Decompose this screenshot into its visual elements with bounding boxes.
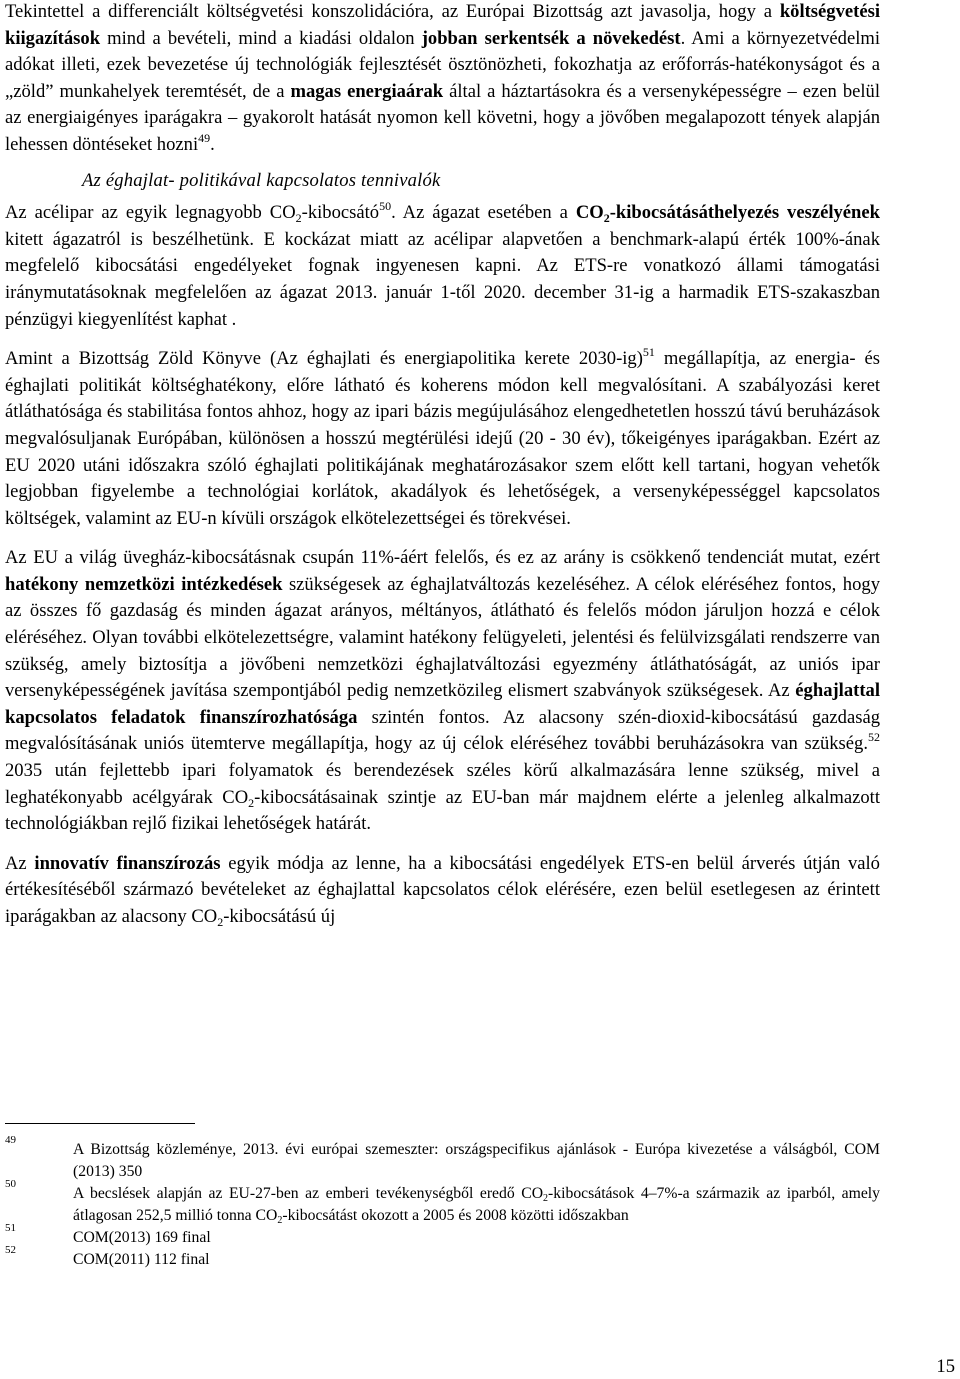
subscript: 2 (543, 1193, 549, 1204)
text-run: mind a bevételi, mind a kiadási oldalon (100, 27, 422, 49)
text-run: által a háztartásokra és a versenyképességre – ezen belül az energiaigényes iparágakra – gyakorolt hatását nyomon kell követni, hogy a jövőben megalapozott tények alapján lehessen döntéseket hozni (5, 80, 881, 155)
paragraph-green-paper (5, 346, 880, 532)
subscript: 2 (277, 1215, 283, 1226)
text-run: Az (5, 852, 35, 874)
footnotes (5, 1134, 880, 1271)
footnote-52 (5, 1244, 880, 1271)
subscript: 2 (603, 211, 610, 226)
footnote-number: 50 (5, 1178, 16, 1190)
text-run: -kibocsátású új (223, 906, 336, 927)
footnote-49 (5, 1134, 880, 1183)
paragraph-innovative-financing (5, 851, 880, 931)
footnote-text: COM(2013) 169 final (73, 1229, 211, 1246)
text-run: szükségesek az éghajlatváltozás kezeléséhez. A célok eléréséhez fontos, hogy az összes fő gazdaság és minden ágazat arányos, méltányos, átlátható és felelős módon járuljon hozzá e célok eléréséhez. Olyan további elkötelezettségre, valamint hatékony felügyeleti, jelentési és felülvizsgálati rendszerre van szükség, amely biztosítja a jövőbeni nemzetközi éghajlatváltozási egyezmény átláthatóságát, az uniós ipar versenyképességének javítása szempontjából pedig nemzetközileg elismert szabványok szükségesek. Az (5, 573, 880, 702)
footnote-text: -kibocsátást okozott a 2005 és 2008 közötti időszakban (282, 1207, 629, 1224)
text-run: -kibocsátó (301, 202, 380, 224)
bold-text-fiscal-adjustments: költségvetési kiigazítások (5, 1, 880, 49)
footnote-50 (5, 1178, 880, 1227)
footnote-ref-49[interactable]: 49 (198, 130, 211, 145)
text-run: -kibocsátásainak szintje az EU-ban már majdnem elérte a jelenleg alkalmazott technológiákban rejlő fizikai lehetőségek határát. (5, 786, 881, 835)
text-run: egyik módja az lenne, ha a kibocsátási engedélyek ETS-en belül árverés útján való értékesítéséből származó bevételeket az éghajlattal kapcsolatos célok elérésére, ezen belül esetlegesen az érintett iparágakban az alacsony CO (5, 852, 880, 927)
text-run: . Ami a környezetvédelmi adókat illeti, ezek bevezetése új technológiák fejlesztését ösztönözheti, fokozhatja az erőforrás-hatékonyságot és a „zöld” munkahelyek teremtését, de a (5, 27, 881, 102)
bold-text-stimulate-growth: jobban serkentsék a növekedést (421, 27, 681, 49)
paragraph-steel-industry (5, 200, 880, 333)
text-run: megállapítja, az energia- és éghajlati politikát költséghatékony, előre látható és koherens módon kell megvalósítani. A szabályozási keret átláthatósága és stabilitása fontos ahhoz, hogy az ipari bázis megújulásához elengedhetetlen hosszú távú beruházások megvalósuljanak Európában, különösen a hosszú megtérülési idejű (20 - 30 év), tőkeigényes iparágakban. Ezért az EU 2020 utáni időszakra szóló éghajlati politikájának meghatározásakor szem előtt kell tartani, hogyan vehetők legjobban figyelembe a technológiai korlátok, akadályok és lehetőségek, a versenyképességgel kapcsolatos költségek, valamint az EU-n kívüli országok elkötelezettségei és törekvései. (5, 348, 880, 529)
footnote-text: A becslések alapján az EU-27-ben az emberi tevékenységből eredő CO (73, 1185, 544, 1202)
text-run: Amint a Bizottság Zöld Könyve (Az éghajlati és energiapolitika kerete 2030-ig) (5, 348, 643, 370)
page-number: 15 (936, 1356, 955, 1377)
text-run: kitett ágazatról is beszélhetünk. E kockázat miatt az acélipar alapvetően a benchmark-alapú érték 100%-ának megfelelő kibocsátási engedélyeket fognak ingyenesen kapni. Az ETS-re vonatkozó állami támogatási iránymutatásoknak megfelelően az ágazat 2013. január 1-től 2020. december 31-ig a harmadik ETS-szakaszban pénzügyi kiegyenlítést kaphat . (5, 228, 880, 330)
bold-text-international-measures: hatékony nemzetközi intézkedések (5, 573, 283, 595)
footnote-number: 49 (5, 1134, 16, 1146)
footnote-ref-51[interactable]: 51 (642, 345, 655, 360)
text-run: CO (575, 202, 604, 224)
paragraph-international-measures (5, 545, 880, 838)
text-run: Tekintettel a differenciált költségvetési konszolidációra, az Európai Bizottság azt javasolja, hogy a (5, 1, 780, 22)
subscript: 2 (217, 915, 224, 929)
bold-text-high-energy-prices: magas energiaárak (290, 80, 444, 102)
text-run: . (210, 133, 215, 155)
footnote-number: 52 (5, 1244, 16, 1256)
text-run: szintén fontos. Az alacsony szén-dioxid-kibocsátású gazdaság megvalósításának uniós ütemterve megállapítja, hogy az új célok eléréséhez további beruházásokra van szükség. (5, 706, 880, 755)
footnote-ref-50[interactable]: 50 (379, 199, 392, 214)
section-heading-climate-policy: Az éghajlat- politikával kapcsolatos tennivalók (82, 169, 441, 191)
footnote-separator (5, 1123, 195, 1124)
footnote-51 (5, 1222, 880, 1249)
text-run: . Az ágazat esetében a (391, 202, 576, 224)
text-run: -kibocsátásáthelyezés veszélyének (609, 202, 880, 224)
bold-text-innovative-financing: innovatív finanszírozás (34, 852, 221, 874)
bold-text-carbon-leakage (575, 202, 880, 226)
text-run: Az EU a világ üvegház-kibocsátásnak csupán 11%-áért felelős, és ez az arány is csökkenő tendenciát mutat, ezért (5, 547, 880, 569)
text-run: Az acélipar az egyik legnagyobb CO (5, 202, 296, 224)
text-run: 2035 után fejlettebb ipari folyamatok és berendezések széles körű alkalmazására lenne szükség, mivel a leghatékonyabb acélgyárak CO (5, 760, 880, 808)
footnote-text: -kibocsátások 4–7%-a származik az iparból, amely átlagosan 252,5 millió tonna CO (73, 1185, 880, 1224)
footnote-text: A Bizottság közleménye, 2013. évi európai szemeszter: országspecifikus ajánlások - Európa kivezetése a válságból, COM (2013) 350 (73, 1141, 880, 1180)
bold-text-climate-finance: éghajlattal kapcsolatos feladatok finanszírozhatósága (5, 680, 880, 728)
paragraph-budget-consolidation (5, 0, 880, 159)
footnote-text: COM(2011) 112 final (73, 1251, 210, 1268)
footnote-number: 51 (5, 1222, 16, 1234)
footnote-ref-52[interactable]: 52 (868, 730, 880, 745)
subscript: 2 (248, 795, 255, 810)
document-page (5, 0, 880, 931)
subscript: 2 (295, 211, 302, 226)
